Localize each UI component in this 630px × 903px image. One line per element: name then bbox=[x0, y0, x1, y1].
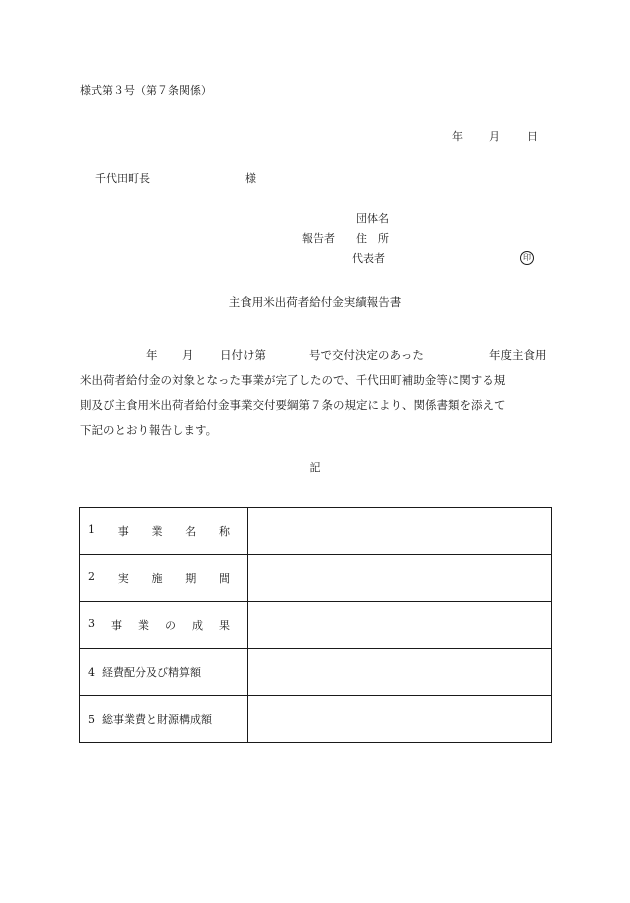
addressee-name: 千代田町長 bbox=[95, 172, 150, 185]
ki-heading: 記 bbox=[309, 461, 321, 474]
item-label-results: 3 事 業 の 成 果 bbox=[80, 602, 248, 649]
item-label-project-name: 1 事 業 名 称 bbox=[80, 508, 248, 555]
body-paragraph bbox=[80, 343, 554, 443]
item-label-expense-allocation: 4 経費配分及び精算額 bbox=[80, 649, 248, 696]
body-line-1 bbox=[80, 343, 554, 368]
body-year-label: 年 bbox=[146, 348, 158, 362]
item-label-total-cost: 5 総事業費と財源構成額 bbox=[80, 696, 248, 743]
address-label: 住 所 bbox=[356, 232, 389, 245]
item-value-results[interactable] bbox=[248, 602, 552, 649]
body-fiscal-text: 年度主食用 bbox=[489, 348, 547, 362]
table-row bbox=[80, 649, 552, 696]
body-line-2: 米出荷者給付金の対象となった事業が完了したので、千代田町補助金等に関する規 bbox=[80, 373, 506, 387]
addressee-honorific: 様 bbox=[245, 172, 256, 185]
org-name-label: 団体名 bbox=[356, 212, 389, 225]
body-line-3: 則及び主食用米出荷者給付金事業交付要綱第７条の規定により、関係書類を添えて bbox=[80, 398, 506, 412]
form-number: 様式第３号（第７条関係） bbox=[80, 84, 212, 97]
item-label-period: 2 実 施 期 間 bbox=[80, 555, 248, 602]
table-row bbox=[80, 508, 552, 555]
item-value-expense-allocation[interactable] bbox=[248, 649, 552, 696]
date-year-label: 年 bbox=[452, 130, 463, 143]
item-value-project-name[interactable] bbox=[248, 508, 552, 555]
document-title: 主食用米出荷者給付金実績報告書 bbox=[228, 295, 402, 309]
date-month-label: 月 bbox=[489, 130, 500, 143]
reporter-label: 報告者 bbox=[302, 232, 335, 245]
body-dated-label: 日付け第 bbox=[220, 348, 266, 362]
table-row bbox=[80, 696, 552, 743]
body-number-text: 号で交付決定のあった bbox=[309, 348, 424, 362]
body-line-4: 下記のとおり報告します。 bbox=[80, 423, 218, 437]
report-items-table bbox=[79, 507, 552, 743]
item-value-total-cost[interactable] bbox=[248, 696, 552, 743]
seal-mark: 印 bbox=[520, 251, 534, 265]
date-day-label: 日 bbox=[527, 130, 538, 143]
item-value-period[interactable] bbox=[248, 555, 552, 602]
table-row bbox=[80, 602, 552, 649]
representative-label: 代表者 bbox=[352, 252, 385, 265]
table-row bbox=[80, 555, 552, 602]
body-month-label: 月 bbox=[182, 348, 194, 362]
